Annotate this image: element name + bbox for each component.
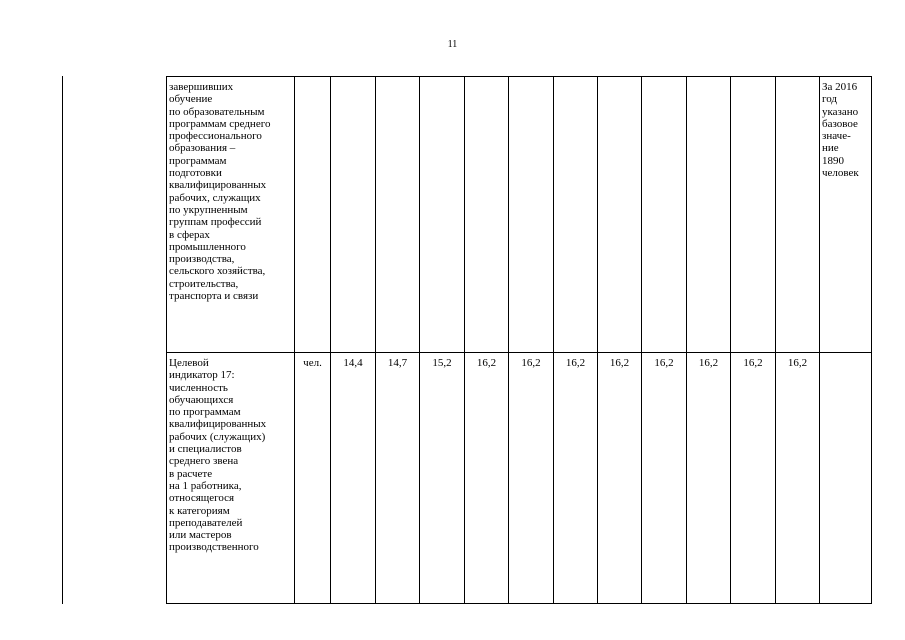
value-cell <box>465 77 509 353</box>
value-cell: 16,2 <box>731 353 776 604</box>
value-cell <box>554 77 598 353</box>
value-cell: 14,4 <box>331 353 376 604</box>
row-note: За 2016 год указано базовое значе- ние 1890 человек <box>820 77 872 353</box>
left-margin-rule <box>62 76 63 604</box>
row-note <box>820 353 872 604</box>
value-cell: 14,7 <box>376 353 420 604</box>
value-cell: 16,2 <box>776 353 820 604</box>
value-cell <box>376 77 420 353</box>
value-cell: 16,2 <box>554 353 598 604</box>
value-cell: 16,2 <box>598 353 642 604</box>
value-cell: 15,2 <box>420 353 465 604</box>
row-unit: чел. <box>295 353 331 604</box>
table-row <box>167 353 872 604</box>
value-cell <box>776 77 820 353</box>
value-cell <box>687 77 731 353</box>
row-description: Целевой индикатор 17: численность обучающихся по программам квалифицированных рабочих (служащих) и специалистов среднего звена в расчете на 1 работника, относящегося к категориям преподавателей или мастеров производственного <box>167 353 295 604</box>
value-cell <box>420 77 465 353</box>
value-cell <box>331 77 376 353</box>
value-cell: 16,2 <box>687 353 731 604</box>
value-cell: 16,2 <box>465 353 509 604</box>
value-cell <box>598 77 642 353</box>
value-cell <box>731 77 776 353</box>
page-number: 11 <box>447 39 458 50</box>
value-cell: 16,2 <box>509 353 554 604</box>
value-cell <box>642 77 687 353</box>
row-unit <box>295 77 331 353</box>
value-cell: 16,2 <box>642 353 687 604</box>
row-description: завершивших обучение по образовательным программам среднего профессионального образования – программам подготовки квалифицированных рабочих, служащих по укрупненным группам профессий в сферах промышленного производства, сельского хозяйства, строительства, транспорта и связи <box>167 77 295 353</box>
indicator-table <box>166 76 872 604</box>
table-row <box>167 77 872 353</box>
value-cell <box>509 77 554 353</box>
